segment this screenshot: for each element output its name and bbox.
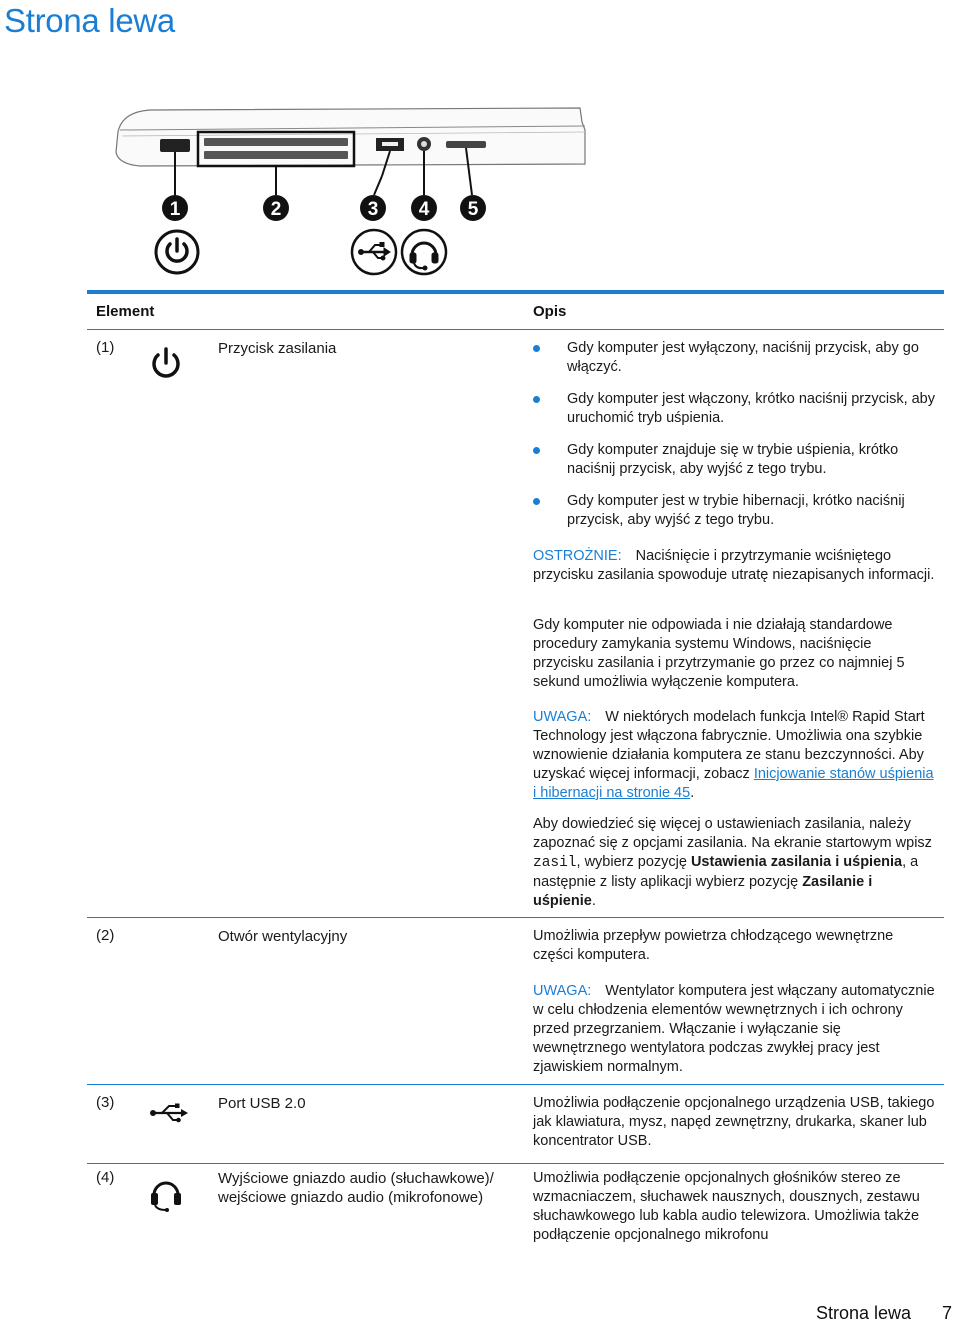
row-name: Wyjściowe gniazdo audio (słuchawkowe)/ wejściowe gniazdo audio (mikrofonowe) (218, 1170, 494, 1206)
headset-icon (402, 230, 446, 274)
callout-5 (460, 195, 486, 221)
callout-3 (360, 195, 386, 221)
bullet-icon (533, 498, 540, 505)
note-label: UWAGA: (533, 983, 592, 999)
laptop-left-side-illustration (100, 100, 620, 290)
footer-section-title: Strona lewa (816, 1303, 912, 1323)
headset-icon (149, 1174, 183, 1212)
power-icon (156, 231, 198, 273)
row-name: Port USB 2.0 (218, 1095, 306, 1112)
callout-2 (263, 195, 289, 221)
list-item (533, 441, 935, 479)
usb-icon (149, 1102, 189, 1124)
ui-term-power-sleep: Zasilanie i uśpienie (533, 874, 873, 909)
row-number: (3) (96, 1094, 115, 1111)
row-divider (87, 917, 944, 918)
text: , wybierz pozycję (576, 854, 687, 870)
note-text: Wentylator komputera jest włączany automatycznie w celu chłodzenia elementów wewnętrznych i ich ochrony przed przegrzaniem. Włączanie i wyłączanie się wewnętrznego wentylatora podczas zwykłej pracy jest zjawiskiem normalnym. (533, 983, 935, 1075)
footer-page-number: 7 (942, 1303, 953, 1323)
text: , a następnie z listy aplikacji wybierz pozycję (533, 854, 919, 890)
row-divider (87, 1084, 944, 1085)
svg-text:4: 4 (418, 199, 430, 220)
caution-label: OSTROŻNIE: (533, 548, 622, 564)
text: . (591, 893, 596, 909)
callout-4 (411, 195, 437, 221)
svg-text:5: 5 (467, 199, 479, 220)
bullet-text: Gdy komputer znajduje się w trybie uśpienia, krótko naciśnij przycisk, aby wyjść z tego trybu. (567, 442, 899, 477)
note-rapid-start (533, 708, 935, 803)
caution-note (533, 547, 935, 585)
row-name: Otwór wentylacyjny (218, 928, 348, 945)
bullet-icon (533, 396, 540, 403)
row-desc: Umożliwia podłączenie opcjonalnego urządzenia USB, takiego jak klawiatura, mysz, napęd zewnętrzny, drukarka, skaner lub koncentrator USB. (533, 1095, 935, 1149)
bullet-text: Gdy komputer jest wyłączony, naciśnij przycisk, aby go włączyć. (567, 340, 919, 375)
ui-term-power-sleep-settings: Ustawienia zasilania i uśpienia (690, 854, 903, 870)
power-button-port (160, 139, 190, 152)
row-desc: Umożliwia podłączenie opcjonalnych głośników stereo ze wzmacniaczem, słuchawek nausznych, dousznych, zestawu słuchawkowego lub kabla audio telewizora. Umożliwia także podłączenie opcjonalnego mikrofonu (533, 1170, 920, 1243)
usb-icon (352, 230, 396, 274)
note-text: W niektórych modelach funkcja Intel® Rapid Start Technology jest włączona fabrycznie. Umożliwia ona szybkie wznowienie działania komputera ze stanu bezczynności. Aby uzyskać więcej informacji, zobacz (533, 709, 925, 782)
row-number: (2) (96, 927, 115, 944)
col-header-element: Element (96, 303, 155, 320)
row-number: (4) (96, 1169, 115, 1186)
page-title: Strona lewa (4, 2, 175, 39)
table-header-rule (87, 290, 944, 294)
sleep-hibernation-link[interactable]: Inicjowanie stanów uśpienia i hibernacji na stronie 45 (533, 766, 934, 801)
power-bullet-list (533, 339, 935, 543)
svg-text:2: 2 (270, 199, 282, 220)
power-paragraph: Gdy komputer nie odpowiada i nie działają standardowe procedury zamykania systemu Windows, naciśnięcie przycisku zasilania i przytrzymanie go przez co najmniej 5 sekund umożliwia wyłączenie komputera. (533, 617, 905, 690)
list-item (533, 339, 935, 377)
bullet-text: Gdy komputer jest włączony, krótko naciśnij przycisk, aby uruchomić tryb uśpienia. (567, 391, 936, 426)
svg-text:3: 3 (367, 199, 379, 220)
row-divider (87, 1163, 944, 1164)
list-item (533, 390, 935, 428)
header-divider (87, 329, 944, 330)
col-header-desc: Opis (533, 303, 567, 320)
row-desc: Umożliwia przepływ powietrza chłodzącego wewnętrzne części komputera. (533, 928, 894, 963)
port-5 (446, 141, 486, 148)
bullet-icon (533, 345, 540, 352)
text: Aby dowiedzieć się więcej o ustawieniach zasilania, należy zapoznać się z opcjami zasilania. Na ekranie startowym wpisz (533, 816, 932, 851)
bullet-text: Gdy komputer jest w trybie hibernacji, krótko naciśnij przycisk, aby wyjść z tego trybu. (567, 493, 905, 528)
note-fan (533, 982, 935, 1077)
row-number: (1) (96, 339, 115, 356)
row-name: Przycisk zasilania (218, 340, 337, 357)
callout-1 (162, 195, 188, 221)
power-icon (149, 347, 183, 381)
bullet-icon (533, 447, 540, 454)
svg-text:1: 1 (169, 199, 181, 220)
note-label: UWAGA: (533, 709, 592, 725)
code-zasil: zasil (533, 855, 577, 871)
power-settings-paragraph (533, 815, 935, 911)
caution-text: Naciśnięcie i przytrzymanie wciśniętego przycisku zasilania spowoduje utratę niezapisanych informacji. (533, 548, 935, 583)
note-end: . (690, 785, 695, 801)
list-item (533, 492, 935, 530)
